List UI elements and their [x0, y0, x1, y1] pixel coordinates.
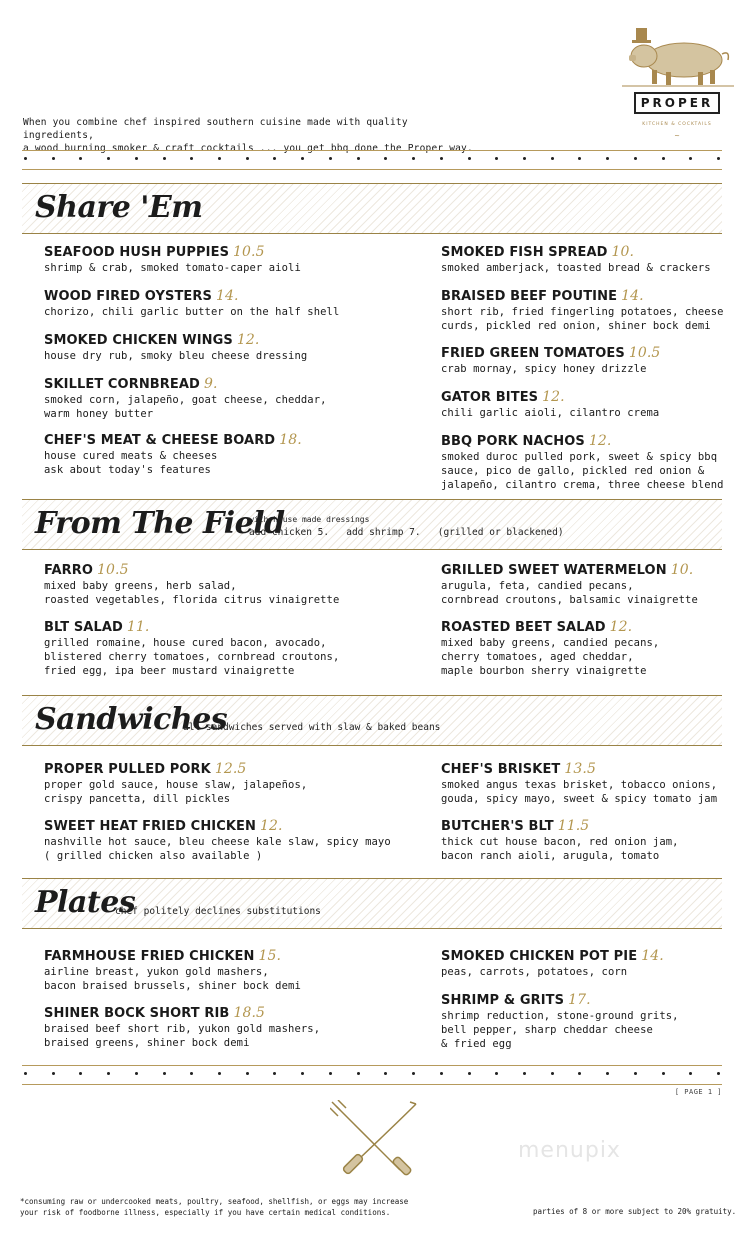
item-price: 14.	[215, 288, 239, 304]
item-name: SWEET HEAT FRIED CHICKEN	[44, 819, 257, 834]
menu-item	[441, 992, 679, 1051]
divider-dot	[606, 1072, 609, 1075]
item-name: SHINER BOCK SHORT RIB	[44, 1006, 230, 1021]
menu-item	[44, 619, 339, 678]
item-name-line	[44, 288, 339, 305]
item-description: shrimp & crab, smoked tomato-caper aioli	[44, 262, 301, 274]
proper-logo	[618, 22, 736, 147]
item-name: BBQ PORK NACHOS	[441, 434, 585, 449]
item-name-line	[44, 332, 307, 349]
menu-item	[44, 818, 391, 863]
item-price: 12.	[260, 818, 283, 834]
menu-item	[441, 818, 679, 863]
item-name-line	[441, 244, 711, 261]
divider-dot	[301, 1072, 304, 1075]
divider-dot	[190, 1072, 193, 1075]
item-price: 12.	[588, 433, 612, 449]
fork-knife-icon	[330, 1100, 422, 1182]
item-name-line	[441, 288, 724, 305]
item-price: 18.	[279, 432, 302, 448]
divider-dot	[163, 1072, 166, 1075]
item-price: 14.	[641, 948, 664, 964]
item-description: chili garlic aioli, cilantro crema	[441, 407, 660, 419]
divider-dot	[717, 157, 720, 160]
divider-dot	[578, 157, 581, 160]
pig-icon	[622, 22, 734, 88]
item-name: ROASTED BEET SALAD	[441, 620, 606, 635]
item-description: proper gold sauce, house slaw, jalapeños, crispy pancetta, dill pickles	[44, 779, 308, 805]
item-name: GRILLED SWEET WATERMELON	[441, 563, 667, 578]
item-name-line	[441, 562, 698, 579]
divider-dot	[523, 157, 526, 160]
item-name: FARRO	[44, 563, 94, 578]
item-description: smoked duroc pulled pork, sweet & spicy bbq sauce, pico de gallo, pickled red onion & jalapeño, cilantro crema, three cheese blend	[441, 451, 724, 491]
menu-item	[441, 433, 724, 492]
divider-dot	[634, 157, 637, 160]
item-description: chorizo, chili garlic butter on the half shell	[44, 306, 340, 318]
item-description: arugula, feta, candied pecans, cornbread croutons, balsamic vinaigrette	[441, 580, 698, 606]
item-name: WOOD FIRED OYSTERS	[44, 289, 212, 304]
divider-dot	[468, 157, 471, 160]
item-name-line	[44, 432, 302, 449]
divider-dot	[218, 157, 221, 160]
section-title-plates: Plates	[35, 885, 136, 920]
divider-dot	[79, 1072, 82, 1075]
item-price: 10.5	[628, 345, 661, 361]
food-safety-warning	[20, 1196, 408, 1218]
divider-dot	[107, 157, 110, 160]
gratuity-note: parties of 8 or more subject to 20% gratuity.	[533, 1207, 737, 1216]
item-price: 10.5	[233, 244, 265, 260]
menu-item	[44, 332, 307, 363]
field-note-dressings: with house made dressings	[249, 515, 370, 524]
item-name: PROPER PULLED PORK	[44, 762, 211, 777]
divider-dot	[107, 1072, 110, 1075]
divider-dot	[24, 157, 27, 160]
item-price: 15.	[258, 948, 282, 964]
divider-dot	[52, 157, 55, 160]
logo-subtitle: KITCHEN & COCKTAILS	[642, 122, 712, 127]
item-name: BUTCHER'S BLT	[441, 819, 554, 834]
intro-line-1: When you combine chef inspired southern cuisine made with quality ingredients,	[23, 117, 408, 141]
item-description: airline breast, yukon gold mashers, bacon braised brussels, shiner bock demi	[44, 966, 301, 992]
item-description: house cured meats & cheeses ask about today's features	[44, 450, 218, 476]
item-name-line	[44, 948, 301, 965]
divider-dot	[551, 1072, 554, 1075]
divider-dot	[357, 1072, 360, 1075]
menu-item	[441, 244, 711, 275]
menu-item	[44, 376, 327, 421]
menu-item	[44, 432, 302, 477]
item-name: CHEF'S BRISKET	[441, 762, 561, 777]
logo-flourish-icon: ~	[674, 131, 680, 140]
menupix-watermark: menupix	[518, 1138, 621, 1163]
menu-item	[441, 562, 698, 607]
item-name: SMOKED FISH SPREAD	[441, 245, 608, 260]
item-name-line	[441, 619, 659, 636]
divider-dot	[273, 157, 276, 160]
divider-dot	[273, 1072, 276, 1075]
item-name-line	[441, 345, 660, 362]
item-name: BRAISED BEEF POUTINE	[441, 289, 618, 304]
divider-dot	[79, 157, 82, 160]
item-price: 11.	[126, 619, 150, 635]
divider-dot	[384, 1072, 387, 1075]
warning-line-1: *consuming raw or undercooked meats, poultry, seafood, shellfish, or eggs may increase	[20, 1197, 409, 1206]
item-price: 12.	[236, 332, 260, 348]
divider-dot	[412, 157, 415, 160]
logo-wordmark: PROPER	[634, 92, 720, 114]
item-description: crab mornay, spicy honey drizzle	[441, 363, 647, 375]
menu-item	[441, 619, 659, 678]
section-header-plates	[22, 878, 722, 929]
item-description: short rib, fried fingerling potatoes, cheese curds, pickled red onion, shiner bock demi	[441, 306, 724, 332]
sandwiches-note: all sandwiches served with slaw & baked beans	[183, 722, 441, 733]
item-name-line	[44, 376, 327, 393]
menu-item	[44, 948, 301, 993]
field-note-addons: add chicken 5. add shrimp 7. (grilled or blackened)	[249, 527, 564, 538]
menu-item	[441, 948, 664, 979]
warning-line-2: your risk of foodborne illness, especially if you have certain medical conditions.	[20, 1208, 391, 1217]
menu-item	[44, 244, 301, 275]
item-name: SMOKED CHICKEN POT PIE	[441, 949, 638, 964]
item-price: 10.	[611, 244, 635, 260]
item-price: 11.5	[557, 818, 590, 834]
divider-dot	[662, 1072, 665, 1075]
item-name: SHRIMP & GRITS	[441, 993, 565, 1008]
item-description: smoked angus texas brisket, tobacco onions, gouda, spicy mayo, sweet & spicy tomato jam	[441, 779, 718, 805]
item-description: smoked amberjack, toasted bread & crackers	[441, 262, 711, 274]
item-name: SEAFOOD HUSH PUPPIES	[44, 245, 230, 260]
divider-dot	[606, 157, 609, 160]
divider-dot	[329, 157, 332, 160]
item-name: GATOR BITES	[441, 390, 539, 405]
divider-dot	[440, 157, 443, 160]
section-header-sandwiches	[22, 695, 722, 746]
menu-item	[44, 562, 339, 607]
divider-dot	[717, 1072, 720, 1075]
menu-item	[441, 288, 724, 333]
divider-dot	[246, 1072, 249, 1075]
divider-dot	[495, 1072, 498, 1075]
item-name-line	[44, 619, 339, 636]
divider-dot	[52, 1072, 55, 1075]
divider-dot	[246, 157, 249, 160]
item-name: FARMHOUSE FRIED CHICKEN	[44, 949, 255, 964]
section-title-field: From The Field	[35, 506, 285, 541]
section-header-field	[22, 499, 722, 550]
divider-dot	[578, 1072, 581, 1075]
divider-dot	[689, 157, 692, 160]
item-name: SMOKED CHICKEN WINGS	[44, 333, 233, 348]
item-name: FRIED GREEN TOMATOES	[441, 346, 625, 361]
divider-dot	[301, 157, 304, 160]
divider-dot	[551, 157, 554, 160]
item-description: braised beef short rib, yukon gold mashers, braised greens, shiner bock demi	[44, 1023, 321, 1049]
divider-dot	[218, 1072, 221, 1075]
divider-dot	[24, 1072, 27, 1075]
item-name: SKILLET CORNBREAD	[44, 377, 200, 392]
item-name-line	[441, 761, 717, 778]
item-description: mixed baby greens, herb salad, roasted vegetables, florida citrus vinaigrette	[44, 580, 340, 606]
divider-dot	[634, 1072, 637, 1075]
menu-item	[44, 1005, 320, 1050]
item-price: 10.5	[97, 562, 129, 578]
item-description: house dry rub, smoky bleu cheese dressing	[44, 350, 308, 362]
divider-dot	[135, 157, 138, 160]
menu-item	[44, 761, 307, 806]
divider-dot	[468, 1072, 471, 1075]
item-name-line	[441, 948, 664, 965]
divider-dot	[329, 1072, 332, 1075]
divider-dot	[689, 1072, 692, 1075]
menu-item	[441, 345, 660, 376]
item-name: CHEF'S MEAT & CHEESE BOARD	[44, 433, 276, 448]
item-name-line	[441, 818, 679, 835]
page-number: [ PAGE 1 ]	[674, 1088, 722, 1096]
intro-line-2: a wood burning smoker & craft cocktails ... you get bbq done the Proper way.	[23, 143, 473, 154]
divider-dot	[357, 157, 360, 160]
menu-item	[44, 288, 339, 319]
divider-dot	[190, 157, 193, 160]
item-description: grilled romaine, house cured bacon, avocado, blistered cherry tomatoes, cornbread croutons, fried egg, ipa beer mustard vinaigrette	[44, 637, 340, 677]
divider-dot	[163, 157, 166, 160]
divider-dot	[135, 1072, 138, 1075]
item-price: 18.5	[233, 1005, 266, 1021]
divider-dot	[412, 1072, 415, 1075]
item-price: 14.	[621, 288, 644, 304]
item-name-line	[44, 818, 391, 835]
divider-dot	[384, 157, 387, 160]
item-price: 12.	[542, 389, 565, 405]
item-description: smoked corn, jalapeño, goat cheese, cheddar, warm honey butter	[44, 394, 327, 420]
item-price: 12.5	[214, 761, 247, 777]
item-description: thick cut house bacon, red onion jam, bacon ranch aioli, arugula, tomato	[441, 836, 679, 862]
divider-dot	[523, 1072, 526, 1075]
item-description: nashville hot sauce, bleu cheese kale slaw, spicy mayo ( grilled chicken also available )	[44, 836, 391, 862]
item-description: peas, carrots, potatoes, corn	[441, 966, 628, 978]
item-name-line	[44, 1005, 320, 1022]
item-name-line	[44, 244, 301, 261]
item-price: 17.	[568, 992, 591, 1008]
plates-note: chef politely declines substitutions	[115, 906, 321, 917]
divider-dot	[495, 157, 498, 160]
item-name-line	[441, 389, 659, 406]
item-name-line	[44, 562, 339, 579]
menu-item	[441, 389, 659, 420]
item-name-line	[44, 761, 307, 778]
item-description: mixed baby greens, candied pecans, cherry tomatoes, aged cheddar, maple bourbon sherry vinaigrette	[441, 637, 660, 677]
item-description: shrimp reduction, stone-ground grits, bell pepper, sharp cheddar cheese & fried egg	[441, 1010, 679, 1050]
item-name: BLT SALAD	[44, 620, 123, 635]
item-price: 13.5	[564, 761, 596, 777]
divider-dot	[662, 157, 665, 160]
dotted-divider-top	[22, 150, 722, 170]
item-price: 12.	[609, 619, 633, 635]
item-price: 9.	[203, 376, 218, 392]
menu-item	[441, 761, 717, 806]
section-title-share: Share 'Em	[35, 190, 203, 225]
dotted-divider-bottom	[22, 1065, 722, 1085]
section-title-sandwiches: Sandwiches	[35, 702, 228, 737]
item-price: 10.	[670, 562, 694, 578]
divider-dot	[440, 1072, 443, 1075]
item-name-line	[441, 992, 679, 1009]
item-name-line	[441, 433, 724, 450]
section-header-share	[22, 183, 722, 234]
